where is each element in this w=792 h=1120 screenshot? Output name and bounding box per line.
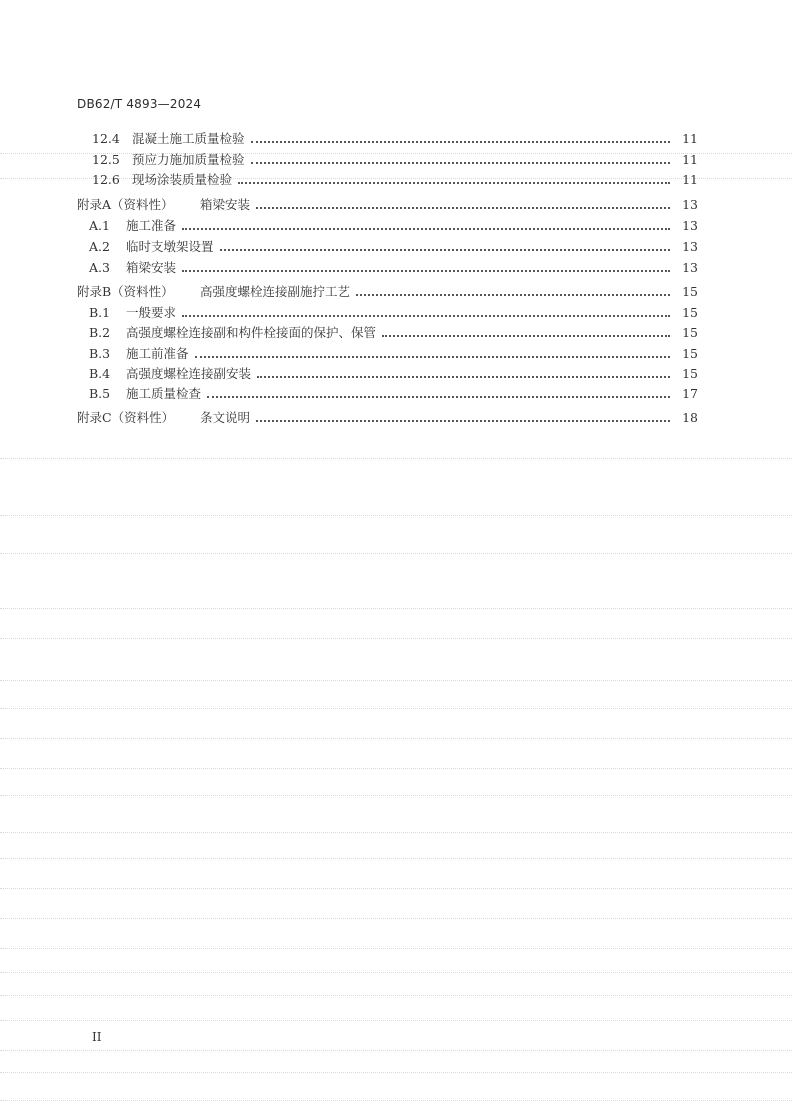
toc-entry-number: 12.6 [92,172,120,187]
guide-line [0,1020,792,1021]
toc-leader-dots [356,294,670,296]
toc-entry-page: 11 [682,152,698,167]
toc-entry-page: 17 [682,386,698,401]
guide-line [0,1072,792,1073]
toc-leader-dots [182,228,670,230]
guide-line [0,768,792,769]
toc-entry-number: A.1 [89,218,110,233]
toc-entry-page: 13 [682,239,698,254]
toc-entry[interactable] [0,362,792,382]
toc-entry-title: 预应力施加质量检验 [132,152,245,167]
toc-entry-title: 一般要求 [126,305,177,320]
toc-entry-number: B.2 [89,325,111,340]
toc-entry[interactable] [0,235,792,255]
guide-line [0,1100,792,1101]
toc-entry[interactable] [0,382,792,402]
toc-leader-dots [382,335,670,337]
toc-entry-number: B.5 [89,386,111,401]
guide-line [0,918,792,919]
toc-entry[interactable] [0,214,792,234]
toc-leader-dots [182,315,670,317]
toc-entry[interactable] [0,256,792,276]
toc-leader-dots [182,270,670,272]
toc-entry-number: 附录C（资料性） [77,410,175,425]
toc-entry-title: 条文说明 [200,410,251,425]
guide-line [0,995,792,996]
toc-entry-title: 高强度螺栓连接副施拧工艺 [200,284,351,299]
toc-entry-title: 箱梁安装 [126,260,177,275]
toc-leader-dots [251,141,670,143]
toc-entry-number: B.4 [89,366,111,381]
toc-entry-number: A.2 [89,239,110,254]
guide-line [0,972,792,973]
toc-entry-page: 18 [682,410,698,425]
guide-line [0,738,792,739]
toc-entry-page: 15 [682,366,698,381]
toc-leader-dots [257,376,670,378]
toc-entry-page: 11 [682,172,698,187]
toc-entry[interactable] [0,280,792,300]
guide-line [0,608,792,609]
toc-entry-title: 现场涂装质量检验 [132,172,233,187]
toc-entry-page: 13 [682,218,698,233]
toc-entry-title: 混凝土施工质量检验 [132,131,245,146]
toc-entry-page: 15 [682,325,698,340]
guide-line [0,458,792,459]
document-code-header: DB62/T 4893—2024 [77,97,202,111]
toc-leader-dots [256,420,670,422]
toc-entry-page: 11 [682,131,698,146]
toc-entry-number: 附录A（资料性） [77,197,174,212]
guide-line [0,708,792,709]
toc-entry-number: 12.5 [92,152,120,167]
toc-entry-page: 15 [682,305,698,320]
toc-entry[interactable] [0,148,792,168]
toc-entry[interactable] [0,301,792,321]
guide-line [0,858,792,859]
guide-line [0,948,792,949]
guide-line [0,888,792,889]
toc-entry-title: 施工质量检查 [126,386,202,401]
toc-entry[interactable] [0,321,792,341]
toc-entry-title: 高强度螺栓连接副安装 [126,366,252,381]
toc-leader-dots [207,396,670,398]
toc-entry-title: 高强度螺栓连接副和构件栓接面的保护、保管 [126,325,377,340]
toc-entry[interactable] [0,168,792,188]
toc-entry[interactable] [0,342,792,362]
toc-entry-page: 15 [682,284,698,299]
toc-entry-number: 12.4 [92,131,120,146]
guide-line [0,1050,792,1051]
toc-entry-page: 13 [682,260,698,275]
toc-entry-number: 附录B（资料性） [77,284,174,299]
toc-leader-dots [195,356,670,358]
page-number: II [92,1030,102,1044]
guide-line [0,680,792,681]
guide-line [0,795,792,796]
toc-entry-title: 临时支墩架设置 [126,239,214,254]
toc-entry-number: B.1 [89,305,111,320]
guide-line [0,832,792,833]
guide-line [0,553,792,554]
toc-entry-title: 箱梁安装 [200,197,251,212]
toc-entry-number: A.3 [89,260,110,275]
toc-entry-number: B.3 [89,346,111,361]
toc-entry-page: 15 [682,346,698,361]
toc-entry-page: 13 [682,197,698,212]
toc-leader-dots [256,207,670,209]
toc-entry[interactable] [0,406,792,426]
guide-line [0,638,792,639]
guide-line [0,515,792,516]
toc-entry[interactable] [0,193,792,213]
toc-entry[interactable] [0,127,792,147]
toc-entry-title: 施工前准备 [126,346,189,361]
toc-entry-title: 施工准备 [126,218,177,233]
toc-leader-dots [251,162,670,164]
toc-leader-dots [220,249,670,251]
toc-leader-dots [238,182,670,184]
